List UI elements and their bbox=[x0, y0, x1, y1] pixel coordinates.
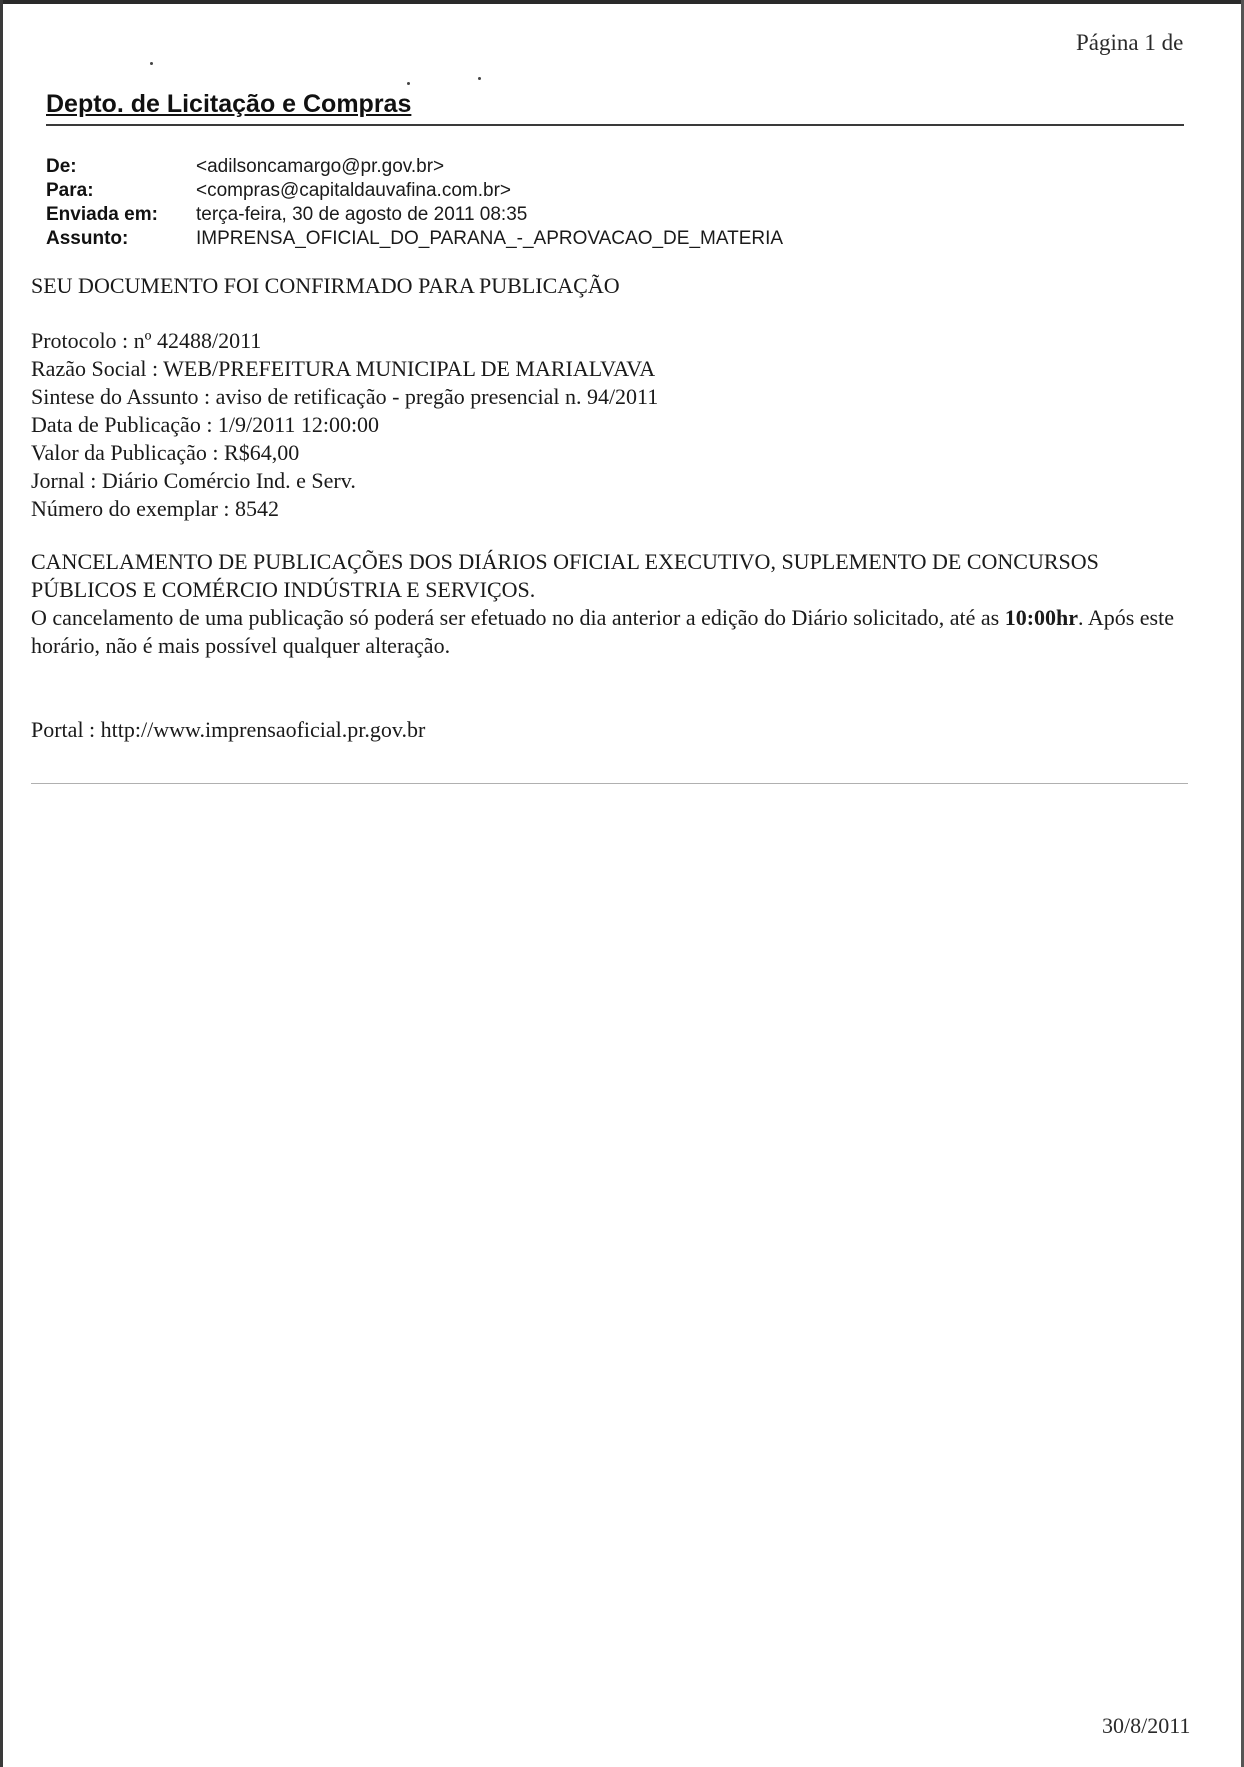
from-label: De: bbox=[46, 156, 77, 177]
title-divider bbox=[46, 124, 1184, 126]
detail-protocol: Protocolo : nº 42488/2011 bbox=[31, 328, 262, 353]
detail-newspaper: Jornal : Diário Comércio Ind. e Serv. bbox=[31, 468, 356, 493]
page-number: Página 1 de bbox=[1076, 30, 1184, 55]
subject-row bbox=[46, 227, 783, 251]
subject-label: Assunto: bbox=[46, 228, 129, 249]
cancellation-time: 10:00hr bbox=[1004, 605, 1079, 630]
bottom-divider bbox=[31, 783, 1188, 784]
cancellation-text-before: O cancelamento de uma publicação só poderá ser efetuado no dia anterior a edição do Diário solicitado, até as bbox=[31, 605, 1000, 630]
from-value: <adilsoncamargo@pr.gov.br> bbox=[196, 156, 445, 177]
to-row bbox=[46, 179, 783, 203]
cancellation-heading: CANCELAMENTO DE PUBLICAÇÕES DOS DIÁRIOS OFICIAL EXECUTIVO, SUPLEMENTO DE CONCURSOS PÚBLICOS E COMÉRCIO INDÚSTRIA E SERVIÇOS. bbox=[31, 549, 1099, 602]
scan-speck bbox=[478, 77, 481, 80]
detail-publication-value: Valor da Publicação : R$64,00 bbox=[31, 440, 300, 465]
detail-subject-summary: Sintese do Assunto : aviso de retificação - pregão presencial n. 94/2011 bbox=[31, 384, 659, 409]
cancellation-notice bbox=[31, 548, 1191, 660]
to-label: Para: bbox=[46, 180, 94, 201]
publication-details bbox=[31, 327, 658, 523]
department-title: Depto. de Licitação e Compras bbox=[46, 90, 412, 118]
from-row bbox=[46, 155, 783, 179]
sent-value: terça-feira, 30 de agosto de 2011 08:35 bbox=[196, 204, 528, 225]
email-header bbox=[46, 155, 783, 251]
to-value: <compras@capitaldauvafina.com.br> bbox=[196, 180, 512, 201]
sent-row bbox=[46, 203, 783, 227]
detail-issue-number: Número do exemplar : 8542 bbox=[31, 496, 280, 521]
scan-edge-top bbox=[0, 0, 1244, 4]
confirmation-message: SEU DOCUMENTO FOI CONFIRMADO PARA PUBLICAÇÃO bbox=[31, 273, 620, 298]
scan-edge-left bbox=[0, 0, 3, 1767]
portal-link[interactable]: Portal : http://www.imprensaoficial.pr.gov.br bbox=[31, 717, 426, 742]
scan-speck bbox=[407, 82, 410, 85]
subject-value: IMPRENSA_OFICIAL_DO_PARANA_-_APROVACAO_DE_MATERIA bbox=[196, 228, 784, 249]
sent-label: Enviada em: bbox=[46, 204, 158, 225]
detail-company: Razão Social : WEB/PREFEITURA MUNICIPAL DE MARIALVAVA bbox=[31, 356, 656, 381]
scan-speck bbox=[150, 62, 153, 65]
detail-publication-date: Data de Publicação : 1/9/2011 12:00:00 bbox=[31, 412, 380, 437]
footer-date: 30/8/2011 bbox=[1102, 1713, 1191, 1738]
cancellation-text bbox=[31, 604, 1191, 660]
cancellation-text-after: . Após este horário, não é mais possível qualquer alteração. bbox=[31, 605, 1174, 658]
